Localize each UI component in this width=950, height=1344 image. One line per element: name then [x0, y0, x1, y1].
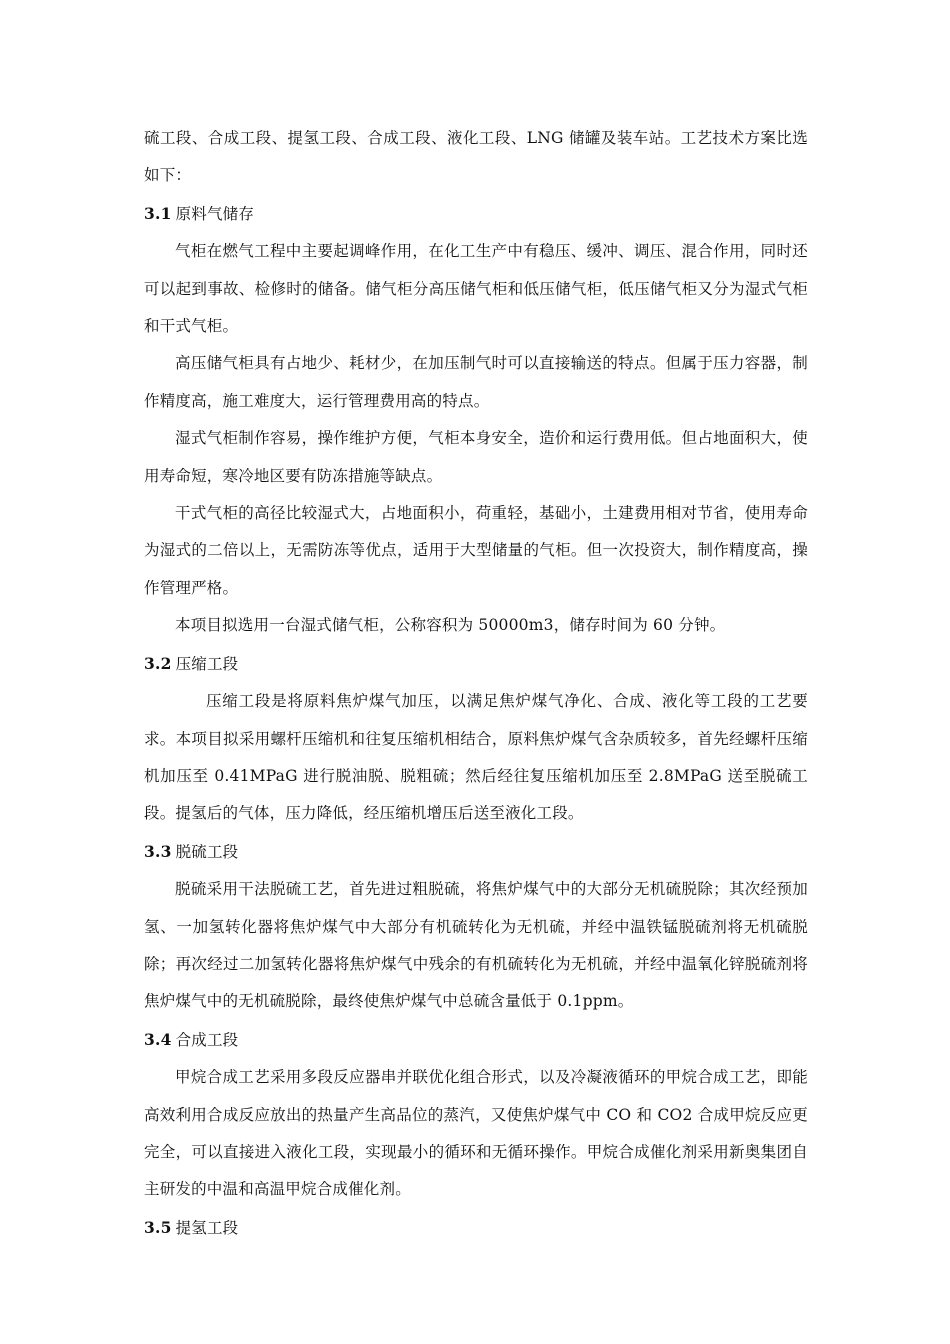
body-paragraph: 压缩工段是将原料焦炉煤气加压，以满足焦炉煤气净化、合成、液化等工段的工艺要求。本项目拟采用螺杆压缩机和往复压缩机相结合，原料焦炉煤气含杂质较多，首先经螺杆压缩机加压至 0.41MPaG 进行脱油脱、脱粗硫；然后经往复压缩机加压至 2.8MPaG 送至脱硫工段。提氢后的气体，压力降低，经压缩机增压后送至液化工段。 [144, 692, 808, 823]
body-paragraph: 本项目拟选用一台湿式储气柜，公称容积为 50000m3，储存时间为 60 分钟。 [175, 616, 726, 635]
section-number: 3.2 [144, 653, 172, 673]
section-number: 3.3 [144, 841, 172, 861]
section-heading-3-2 [144, 645, 808, 683]
section-heading-3-5 [144, 1209, 808, 1247]
body-paragraph: 湿式气柜制作容易，操作维护方便，气柜本身安全，造价和运行费用低。但占地面积大，使用寿命短，寒冷地区要有防冻措施等缺点。 [144, 429, 808, 485]
body-paragraph: 脱硫采用干法脱硫工艺，首先进过粗脱硫，将焦炉煤气中的大部分无机硫脱除；其次经预加氢、一加氢转化器将焦炉煤气中大部分有机硫转化为无机硫，并经中温铁锰脱硫剂将无机硫脱除；再次经过二加氢转化器将焦炉煤气中残余的有机硫转化为无机硫，并经中温氧化锌脱硫剂将焦炉煤气中的无机硫脱除，最终使焦炉煤气中总硫含量低于 0.1ppm。 [144, 880, 808, 1011]
section-title: 脱硫工段 [175, 842, 239, 861]
section-heading-3-3 [144, 833, 808, 871]
intro-paragraph: 硫工段、合成工段、提氢工段、合成工段、液化工段、LNG 储罐及装车站。工艺技术方案比选如下： [144, 129, 808, 185]
body-paragraph: 干式气柜的高径比较湿式大，占地面积小，荷重轻，基础小，土建费用相对节省，使用寿命为湿式的二倍以上，无需防冻等优点，适用于大型储量的气柜。但一次投资大，制作精度高，操作管理严格。 [144, 504, 808, 597]
section-title: 合成工段 [175, 1030, 239, 1049]
body-paragraph: 甲烷合成工艺采用多段反应器串并联优化组合形式，以及冷凝液循环的甲烷合成工艺，即能高效利用合成反应放出的热量产生高品位的蒸汽，又使焦炉煤气中 CO 和 CO2 合成甲烷反应更完全，可以直接进入液化工段，实现最小的循环和无循环操作。甲烷合成催化剂采用新奥集团自主研发的中温和高温甲烷合成催化剂。 [144, 1068, 808, 1199]
document-body [144, 120, 808, 1247]
body-paragraph: 高压储气柜具有占地少、耗材少，在加压制气时可以直接输送的特点。但属于压力容器，制作精度高，施工难度大，运行管理费用高的特点。 [144, 354, 808, 410]
section-number: 3.1 [144, 203, 172, 223]
section-title: 原料气储存 [175, 204, 255, 223]
section-heading-3-1 [144, 195, 808, 233]
section-title: 压缩工段 [175, 654, 239, 673]
section-title: 提氢工段 [175, 1218, 239, 1237]
section-number: 3.4 [144, 1029, 172, 1049]
section-number: 3.5 [144, 1217, 172, 1237]
section-heading-3-4 [144, 1021, 808, 1059]
body-paragraph: 气柜在燃气工程中主要起调峰作用，在化工生产中有稳压、缓冲、调压、混合作用，同时还可以起到事故、检修时的储备。储气柜分高压储气柜和低压储气柜，低压储气柜又分为湿式气柜和干式气柜。 [144, 242, 808, 336]
